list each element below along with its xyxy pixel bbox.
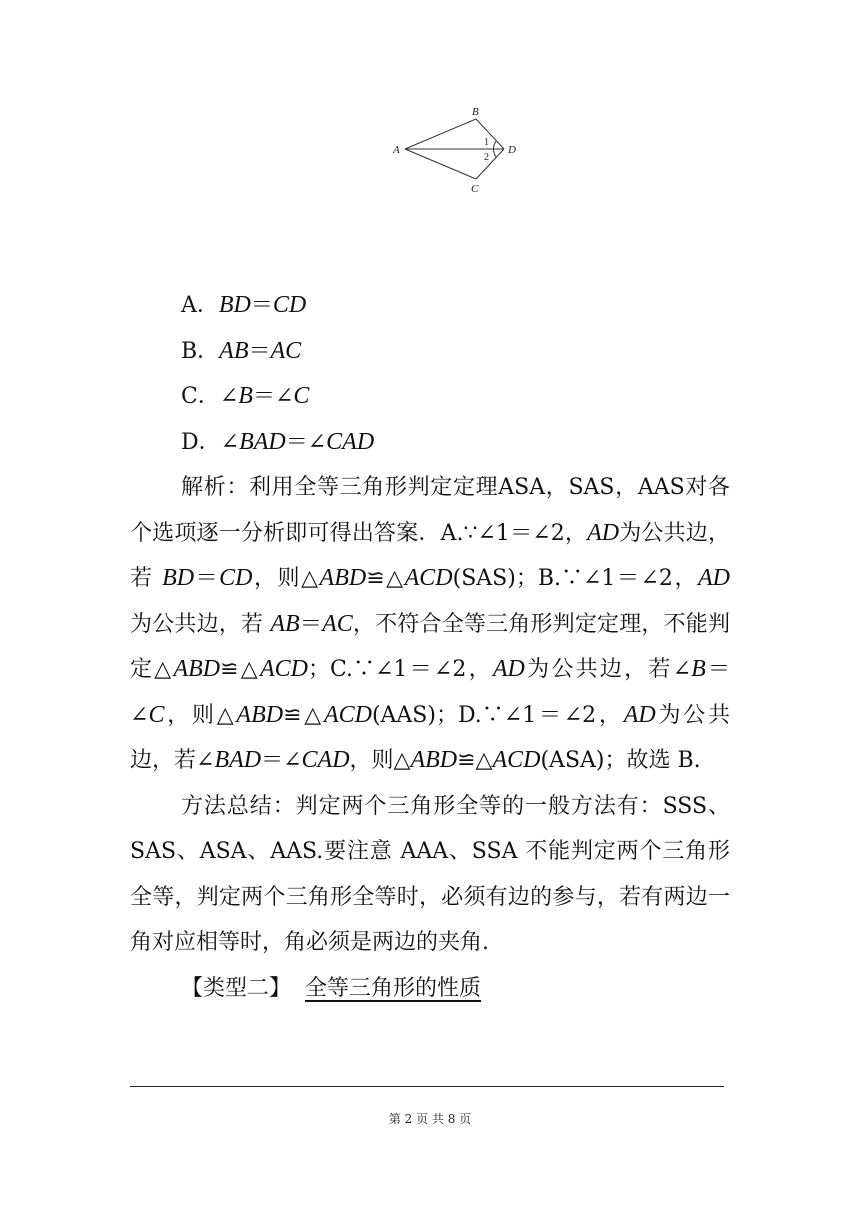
text-run: ≌△ (457, 748, 493, 773)
math-symbol: ACD (323, 701, 372, 728)
text-run: 为公共边，若 (130, 520, 730, 591)
math-symbol: AD (697, 565, 730, 591)
text-run: ＝∠ (130, 657, 731, 728)
math-symbol: AB (219, 337, 249, 364)
option-c-text (220, 384, 310, 409)
text-run: (ASA)；故选 B. (540, 748, 701, 773)
analysis-paragraph (130, 465, 730, 784)
math-symbol: ACD (492, 747, 541, 773)
text-run: ，则△ (164, 702, 237, 728)
text-run: ，不符合全等三角形判定定理，不能判定△ (130, 611, 730, 682)
math-symbol: ACD (259, 656, 308, 682)
section-heading (130, 966, 730, 1012)
angle-label-2: 2 (484, 152, 489, 163)
math-symbol: C (148, 701, 165, 728)
label-d: D (508, 144, 516, 156)
option-b: B．AB＝AC (181, 337, 302, 364)
math-symbol: AD (492, 656, 525, 682)
text-run: ∠ (220, 429, 240, 455)
label-b: B (472, 106, 479, 118)
math-symbol: B (238, 383, 253, 409)
text-run: 为公共边，若∠ (524, 657, 692, 682)
text-run: ＝ (194, 566, 220, 591)
text-run: ≌△ (366, 566, 405, 591)
text-run: ＝ (248, 338, 271, 364)
math-symbol: CD (219, 565, 253, 591)
math-symbol: CAD (326, 428, 375, 455)
text-run: ，则△ (349, 748, 411, 773)
math-symbol: ACD (404, 565, 453, 591)
text-run: ≌△ (283, 702, 324, 728)
text-run: 为公共边，若∠ (130, 702, 730, 773)
option-c: C．∠B＝∠C (181, 383, 310, 409)
segment-bd (476, 119, 504, 149)
math-symbol: BAD (239, 428, 286, 455)
label-c: C (471, 183, 479, 195)
math-symbol: AD (587, 519, 620, 546)
math-symbol: CD (272, 292, 307, 318)
text-run: ≌△ (220, 657, 260, 682)
math-symbol: ABD (410, 747, 458, 773)
math-symbol: CAD (301, 747, 350, 773)
math-symbol: ABD (236, 701, 284, 728)
geometry-figure (385, 100, 525, 196)
text-run: ＝∠ (252, 384, 294, 409)
label-a: A (393, 144, 400, 156)
page-footer: 第 2 页 共 8 页 (388, 1112, 472, 1126)
math-symbol: BD (162, 565, 195, 591)
section-tag: 【类型二】 (181, 975, 292, 1001)
section-title: 全等三角形的性质 (305, 975, 482, 1001)
text-run: ；C.∵∠1＝∠2， (307, 657, 493, 682)
segment-cd (476, 149, 504, 179)
text-run: 解析：利用全等三角形判定定理ASA，SAS，AAS对各个选项逐一分析即可得出答案．A.∵∠1＝∠2， (130, 475, 730, 546)
option-a-text (219, 293, 306, 318)
math-symbol: AC (270, 337, 302, 364)
segment-ab (405, 119, 476, 149)
text-run: ，则△ (252, 566, 320, 591)
math-symbol: AB (270, 610, 300, 637)
text-run: ∠ (219, 384, 239, 409)
math-symbol: AC (322, 610, 353, 637)
footer-divider (130, 1086, 724, 1087)
option-d: D．∠BAD＝∠CAD (181, 428, 375, 455)
quadrilateral-diagram (385, 100, 525, 196)
math-symbol: ABD (173, 656, 221, 682)
math-symbol: ABD (319, 565, 367, 591)
text-run: ＝ (299, 611, 323, 637)
math-symbol: AD (623, 701, 656, 728)
option-a: A．BD＝CD (181, 292, 307, 318)
math-symbol: C (293, 383, 310, 409)
text-run: ＝∠ (261, 748, 302, 773)
math-symbol: BD (218, 292, 251, 318)
text-run: (AAS)；D.∵∠1＝∠2， (371, 702, 624, 728)
math-symbol: B (691, 656, 706, 682)
math-symbol: BAD (214, 747, 262, 773)
method-summary-paragraph: 方法总结：判定两个三角形全等的一般方法有：SSS、SAS、ASA、AAS.要注意 AAA、SSA 不能判定两个三角形全等，判定两个三角形全等时，必须有边的参与，若有两边一角对应相等时，角必须是两边的夹角. (130, 793, 730, 955)
option-b-text (219, 339, 301, 364)
segment-ac (405, 149, 476, 179)
text-run: 为公共边，若 (130, 611, 271, 637)
text-run: ＝ (250, 293, 273, 318)
option-d-text (221, 430, 375, 455)
text-run: (SAS)；B.∵∠1＝∠2， (452, 566, 698, 591)
content-body (130, 283, 730, 1011)
angle-label-1: 1 (484, 137, 489, 148)
text-run: ＝∠ (285, 429, 327, 455)
